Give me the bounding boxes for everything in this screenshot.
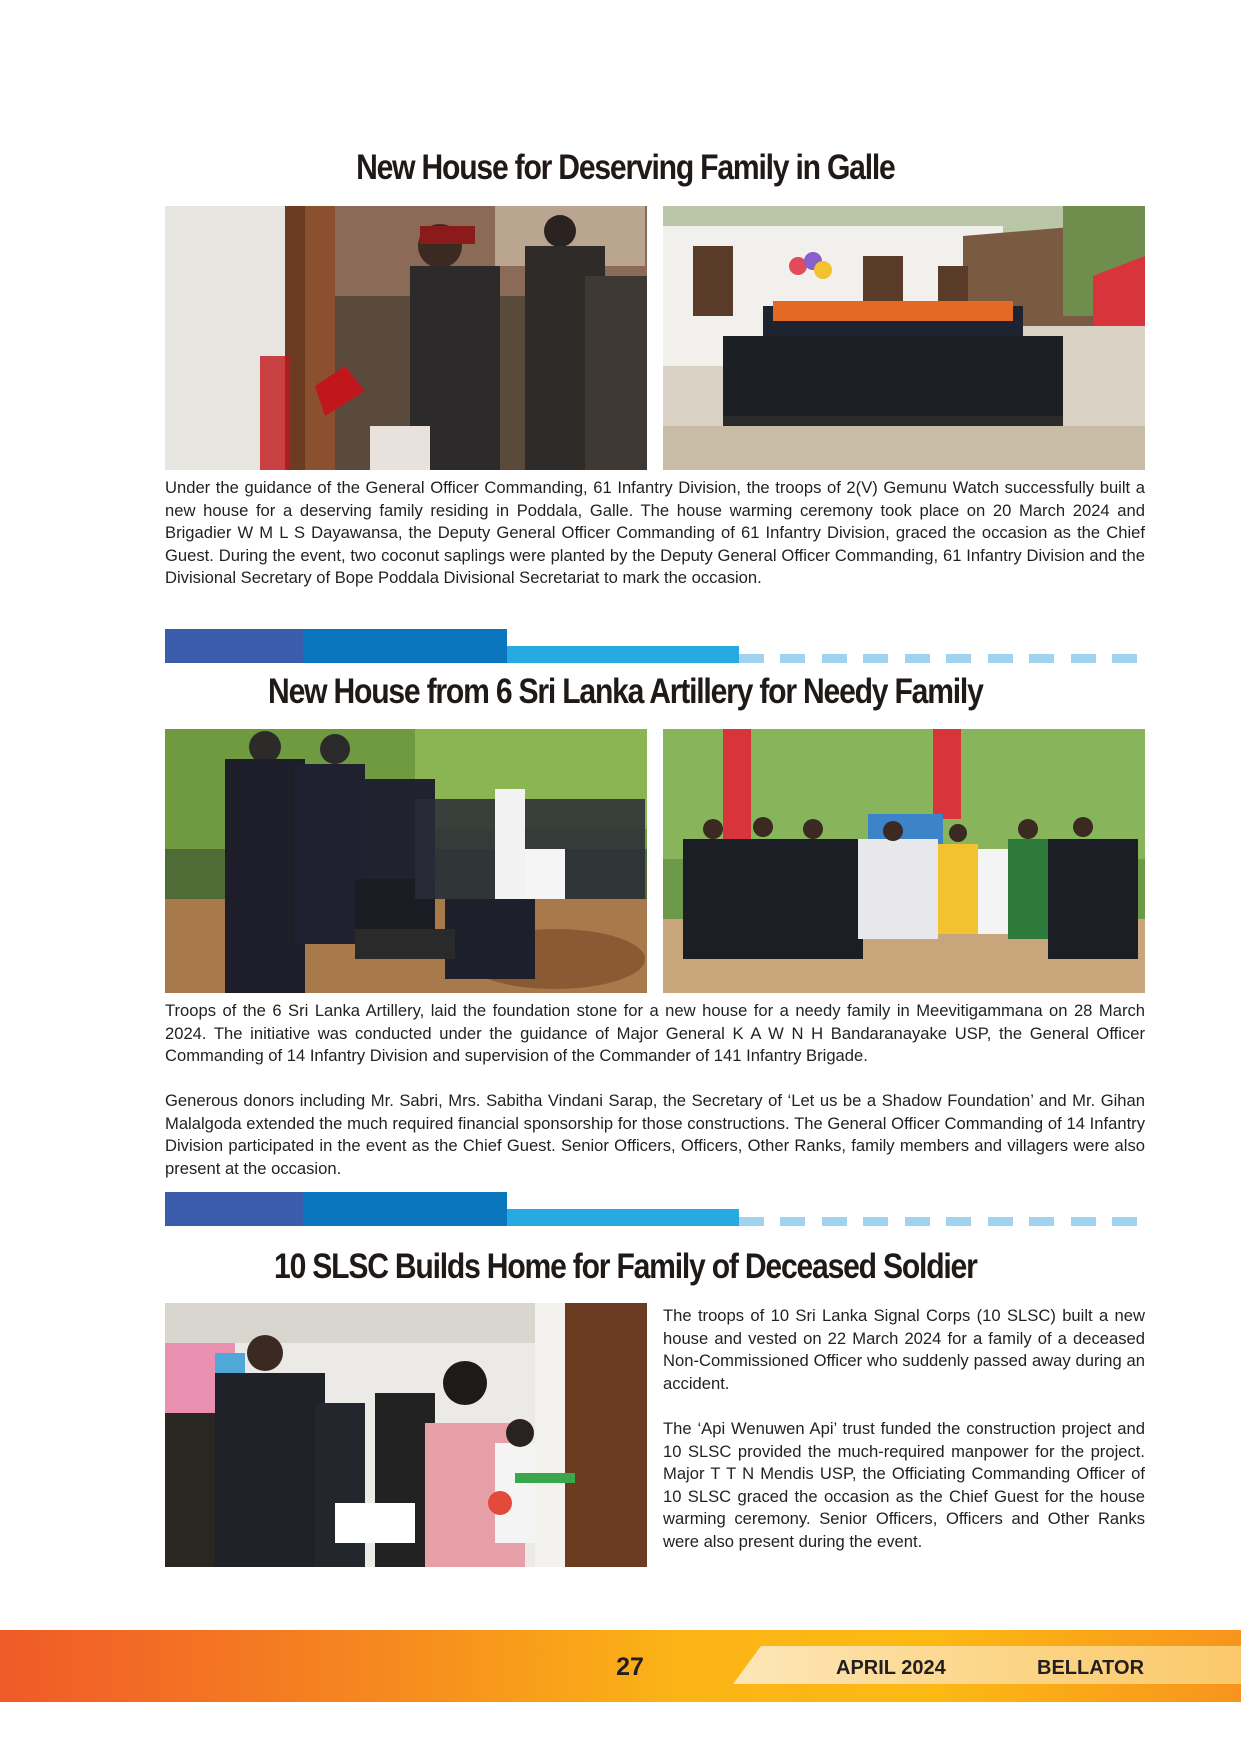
article-2-paragraph-1: Troops of the 6 Sri Lanka Artillery, laid the foundation stone for a new house for a needy family in Meevitigammana on 28 March 2024. The initiative was conducted under the guidance of Major General K A W N H Bandaranayake USP, the General Officer Commanding of 14 Infantry Division and supervision of the Commander of 141 Infantry Brigade. xyxy=(165,1001,1145,1066)
ribbon-cutting-photo xyxy=(165,206,647,470)
divider-dash xyxy=(1071,654,1096,663)
article-2-title: New House from 6 Sri Lanka Artillery for Needy Family xyxy=(268,672,983,711)
divider-dash xyxy=(905,1217,930,1226)
article-2-paragraph-2: Generous donors including Mr. Sabri, Mrs. Sabitha Vindani Sarap, the Secretary of ‘Let us be a Shadow Foundation’ and Mr. Gihan Malalgoda extended the much required financial sponsorship for those constructions. The General Officer Commanding of 14 Infantry Division participated in the event as the Chief Guest. Senior Officers, Officers, Other Ranks, family members and villagers were also present at the occasion. xyxy=(165,1091,1145,1178)
section-divider-2 xyxy=(165,1192,1145,1226)
group-seated-photo xyxy=(663,206,1145,470)
divider-segment-light xyxy=(507,1209,739,1226)
divider-segment-mid xyxy=(303,1192,507,1226)
divider-dash xyxy=(1071,1217,1096,1226)
divider-dash xyxy=(905,654,930,663)
divider-dash xyxy=(988,654,1013,663)
article-1-title: New House for Deserving Family in Galle xyxy=(356,148,895,187)
magazine-name: BELLATOR xyxy=(1037,1657,1145,1679)
divider-segment-dark xyxy=(165,629,303,663)
divider-dash xyxy=(780,1217,805,1226)
divider-dash xyxy=(780,654,805,663)
divider-dash xyxy=(946,654,971,663)
divider-dash xyxy=(822,1217,847,1226)
divider-segment-mid xyxy=(303,629,507,663)
divider-dash xyxy=(863,1217,888,1226)
divider-dash xyxy=(988,1217,1013,1226)
divider-dash xyxy=(739,1217,764,1226)
divider-dash xyxy=(1112,654,1137,663)
divider-dash xyxy=(946,1217,971,1226)
article-1-paragraph-1: Under the guidance of the General Officer Commanding, 61 Infantry Division, the troops of 2(V) Gemunu Watch successfully built a new house for a deserving family residing in Poddala, Galle. The house warming ceremony took place on 20 March 2024 and Brigadier W M L S Dayawansa, the Deputy General Officer Commanding of 61 Infantry Division, graced the occasion as the Chief Guest. During the event, two coconut saplings were planted by the Deputy General Officer Commanding, 61 Infantry Division and the Divisional Secretary of Bope Poddala Divisional Secretariat to mark the occasion. xyxy=(165,478,1145,588)
foundation-stone-photo xyxy=(165,729,647,993)
page-number: 27 xyxy=(616,1653,644,1681)
footer-tab xyxy=(733,1646,1241,1684)
divider-dash xyxy=(1029,654,1054,663)
divider-dash xyxy=(739,654,764,663)
divider-dash xyxy=(822,654,847,663)
divider-dash xyxy=(1029,1217,1054,1226)
article-3-title: 10 SLSC Builds Home for Family of Deceased Soldier xyxy=(274,1247,977,1286)
article-3-paragraph-1: The troops of 10 Sri Lanka Signal Corps (10 SLSC) built a new house and vested on 22 March 2024 for a family of a deceased Non-Commissioned Officer who suddenly passed away during an accident. xyxy=(663,1306,1145,1393)
divider-segment-dark xyxy=(165,1192,303,1226)
group-standing-photo xyxy=(663,729,1145,993)
issue-date: APRIL 2024 xyxy=(836,1657,946,1679)
article-3-paragraph-2: The ‘Api Wenuwen Api’ trust funded the construction project and 10 SLSC provided the much-required manpower for the project. Major T T N Mendis USP, the Officiating Commanding Officer of 10 SLSC graced the occasion as the Chief Guest for the house warming ceremony. Senior Officers, Officers and Other Ranks were also present during the event. xyxy=(663,1419,1145,1551)
house-opening-photo xyxy=(165,1303,647,1567)
divider-dash xyxy=(863,654,888,663)
divider-dash xyxy=(1112,1217,1137,1226)
divider-segment-light xyxy=(507,646,739,663)
section-divider-1 xyxy=(165,629,1145,663)
